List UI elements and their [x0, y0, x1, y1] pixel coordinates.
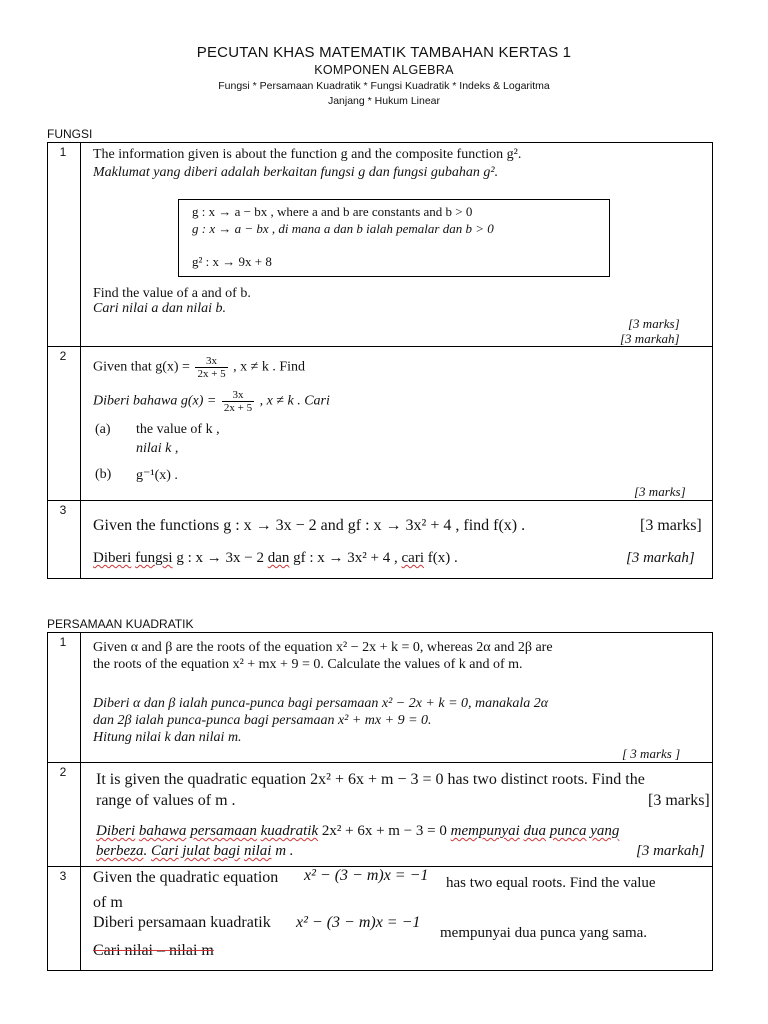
table-column-divider	[80, 142, 81, 579]
table-border-bottom	[47, 578, 713, 579]
question-text-en-line-1: Given α and β are the roots of the equation x² − 2x + k = 0, whereas 2α and 2β are	[93, 640, 553, 655]
question-text-en: Given the functions g : x → 3x − 2 and gf : x → 3x² + 4 , find f(x) .	[93, 517, 526, 534]
question-number: 3	[59, 503, 67, 517]
marks-label-ms: [3 markah]	[636, 843, 705, 859]
function-f: f(x) .	[424, 550, 458, 566]
part-label-b: (b)	[95, 467, 112, 482]
question-text-ms-line-2: Cari nilai – nilai m	[93, 942, 214, 959]
marks-label: [3 marks]	[628, 316, 680, 331]
marks-label: [ 3 marks ]	[622, 746, 681, 761]
table-border-right	[712, 632, 713, 971]
table-border-top	[47, 142, 713, 143]
info-box-line-ms: g : x → a − bx , di mana a dan b ialah pemalar dan b > 0	[192, 221, 494, 236]
word: bagi	[213, 843, 241, 859]
question-text-en-line-2: range of values of m .	[96, 792, 236, 809]
question-text-ms-line-2: berbeza. Cari julat bagi nilai m .	[96, 843, 294, 859]
word: Diberi	[96, 823, 136, 839]
question-text-ms-part-2: mempunyai dua punca yang sama.	[440, 925, 648, 941]
fraction	[222, 389, 254, 414]
question-text-ms-line-3: Hitung nilai k dan nilai m.	[93, 730, 242, 745]
condition-text: , x ≠ k . Find	[233, 359, 306, 375]
question-text-en-part-2: has two equal roots. Find the value	[446, 875, 656, 891]
question-text-ms	[93, 550, 458, 567]
fraction-numerator: 3x	[195, 355, 227, 368]
question-number: 3	[59, 869, 67, 883]
question-text-en	[93, 355, 305, 380]
quadratic-equation-ms: x² − (3 − m)x = −1	[296, 914, 421, 931]
question-text-en: The information given is about the function g and the composite function g².	[93, 147, 522, 162]
table-border-right	[712, 142, 713, 579]
table-border-top	[47, 632, 713, 633]
word: mempunyai	[450, 823, 520, 839]
word-diberi: Diberi	[93, 550, 132, 566]
marks-label: [3 marks]	[648, 792, 710, 809]
word: bahawa	[138, 823, 187, 839]
word: Cari	[151, 843, 179, 859]
marks-label-ms: [3 markah]	[620, 331, 680, 346]
word: punca	[549, 823, 587, 839]
question-number: 1	[59, 635, 67, 649]
given-that-text: Given that g(x) =	[93, 359, 190, 375]
document-subtitle: KOMPONEN ALGEBRA	[314, 63, 454, 77]
table-border-bottom	[47, 970, 713, 971]
marks-label: [3 marks]	[634, 484, 686, 499]
word: kuadratik	[260, 823, 319, 839]
question-number: 1	[59, 145, 67, 159]
function-gf: gf : x → 3x² + 4 ,	[289, 550, 402, 566]
section-heading-persamaan-kuadratik: PERSAMAAN KUADRATIK	[47, 617, 194, 631]
part-label-a: (a)	[95, 422, 111, 437]
topics-line-1: Fungsi * Persamaan Kuadratik * Fungsi Kuadratik * Indeks & Logaritma	[218, 80, 550, 92]
part-b-text: g⁻¹(x) .	[136, 468, 178, 483]
function-g: g : x → 3x − 2	[172, 550, 268, 566]
question-text-en-line-2: of m	[93, 894, 123, 911]
fraction-denominator: 2x + 5	[197, 368, 226, 380]
question-text-en-part-1: Given the quadratic equation	[93, 869, 279, 886]
quadratic-equation: 2x² + 6x + m − 3 = 0	[318, 823, 451, 839]
diberi-bahawa-text: Diberi bahawa g(x) =	[93, 393, 217, 409]
question-text-ms	[93, 389, 330, 414]
word: nilai	[243, 843, 272, 859]
info-box-line-en: g : x → a − bx , where a and b are constants and b > 0	[192, 204, 473, 219]
topics-line-2: Janjang * Hukum Linear	[327, 95, 441, 107]
fraction-numerator: 3x	[222, 389, 254, 402]
marks-label: [3 marks]	[640, 517, 702, 534]
question-text-ms-line-1	[96, 823, 619, 840]
word: persamaan	[190, 823, 257, 839]
part-a-text-ms: nilai k ,	[136, 441, 179, 456]
row-divider	[47, 500, 713, 501]
question-text-en-line-2: the roots of the equation x² + mx + 9 = 0. Calculate the values of k and of m.	[93, 657, 523, 672]
find-text-ms: Cari nilai a dan nilai b.	[93, 301, 227, 316]
marks-label-ms: [3 markah]	[626, 550, 695, 566]
word-cari: cari	[401, 550, 424, 566]
section-heading-fungsi: FUNGSI	[47, 127, 93, 141]
table-column-divider	[80, 632, 81, 971]
document-title: PECUTAN KHAS MATEMATIK TAMBAHAN KERTAS 1	[196, 44, 572, 61]
question-text-ms-line-1: Diberi α dan β ialah punca-punca bagi persamaan x² − 2x + k = 0, manakala 2α	[93, 696, 549, 711]
question-text-en-line-1: It is given the quadratic equation 2x² + 6x + m − 3 = 0 has two distinct roots. Find the	[96, 771, 645, 788]
fraction-denominator: 2x + 5	[223, 402, 253, 414]
word-dan: dan	[267, 550, 290, 566]
condition-text-ms: , x ≠ k . Cari	[259, 393, 330, 409]
find-text-en: Find the value of a and of b.	[93, 286, 251, 301]
question-number: 2	[59, 349, 67, 363]
question-text-ms-part-1: Diberi persamaan kuadratik	[93, 914, 271, 931]
table-border-left	[47, 632, 48, 971]
question-text-ms: Maklumat yang diberi adalah berkaitan fungsi g dan fungsi gubahan g².	[93, 165, 499, 180]
word: yang	[590, 823, 620, 839]
part-a-text-en: the value of k ,	[136, 422, 220, 437]
row-divider	[47, 346, 713, 347]
word: julat	[182, 843, 210, 859]
word: berbeza	[96, 843, 144, 859]
row-divider	[47, 762, 713, 763]
word-fungsi: fungsi	[135, 550, 173, 566]
question-text-ms-line-2: dan 2β ialah punca-punca bagi persamaan x² + mx + 9 = 0.	[93, 713, 432, 728]
quadratic-equation: x² − (3 − m)x = −1	[304, 867, 429, 884]
fraction	[195, 355, 227, 380]
variable-m: m .	[271, 843, 294, 859]
info-box-composite: g² : x → 9x + 8	[192, 254, 272, 269]
word: dua	[523, 823, 547, 839]
question-number: 2	[59, 765, 67, 779]
